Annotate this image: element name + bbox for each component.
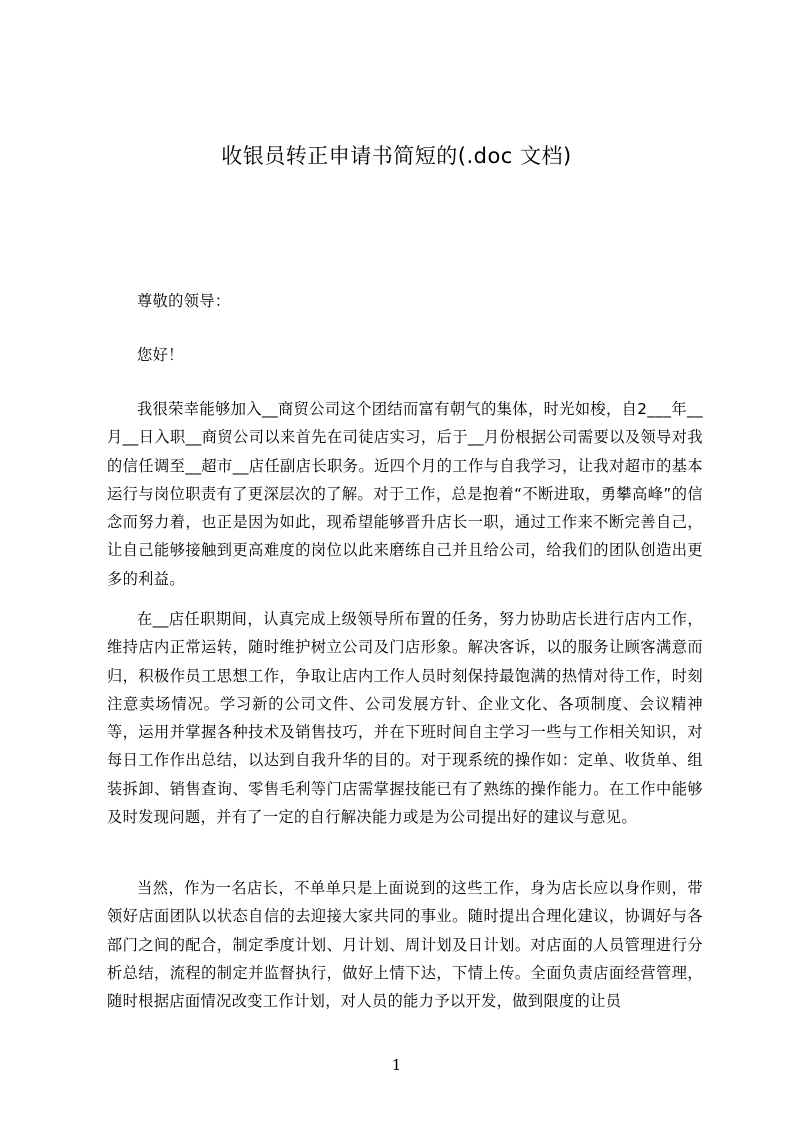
salutation: 尊敬的领导： (137, 292, 231, 310)
document-title: 收银员转正申请书简短的(.doc 文档) (221, 144, 572, 168)
paragraph-1: 我很荣幸能够加入__商贸公司这个团结而富有朝气的集体，时光如梭，自2___年__月__日入职__商贸公司以来首先在司徒店实习，后于__月份根据公司需要以及领导对我的信任调至__超市__店任副店长职务。近四个月的工作与自我学习，让我对超市的基本运行与岗位职责有了更深层次的了解。对于工作，总是抱着“不断进取，勇攀高峰”的信念而努力着，也正是因为如此，现希望能够晋升店长一职，通过工作来不断完善自己，让自己能够接触到更高难度的岗位以此来磨练自己并且给公司，给我们的团队创造出更多的利益。 (107, 400, 703, 588)
greeting: 您好！ (137, 346, 184, 364)
paragraph-2: 在__店任职期间，认真完成上级领导所布置的任务，努力协助店长进行店内工作，维持店内正常运转，随时维护树立公司及门店形象。解决客诉，以的服务让顾客满意而归，积极作员工思想工作，争取让店内工作人员时刻保持最饱满的热情对待工作，时刻注意卖场情况。学习新的公司文件、公司发展方针、企业文化、各项制度、会议精神等，运用并掌握各种技术及销售技巧，并在下班时间自主学习一些与工作相关知识，对每日工作作出总结，以达到自我升华的目的。对于现系统的操作如：定单、收货单、组装拆卸、销售查询、零售毛利等门店需掌握技能已有了熟练的操作能力。在工作中能够及时发现问题，并有了一定的自行解决能力或是为公司提出好的建议与意见。 (107, 610, 703, 827)
page-number: 1 (391, 1056, 402, 1074)
paragraph-3: 当然，作为一名店长，不单单只是上面说到的这些工作，身为店长应以身作则，带领好店面团队以状态自信的去迎接大家共同的事业。随时提出合理化建议，协调好与各部门之间的配合，制定季度计划、月计划、周计划及日计划。对店面的人员管理进行分析总结，流程的制定并监督执行，做好上情下达，下情上传。全面负责店面经营管理，随时根据店面情况改变工作计划，对人员的能力予以开发，做到限度的让员 (107, 879, 703, 1011)
